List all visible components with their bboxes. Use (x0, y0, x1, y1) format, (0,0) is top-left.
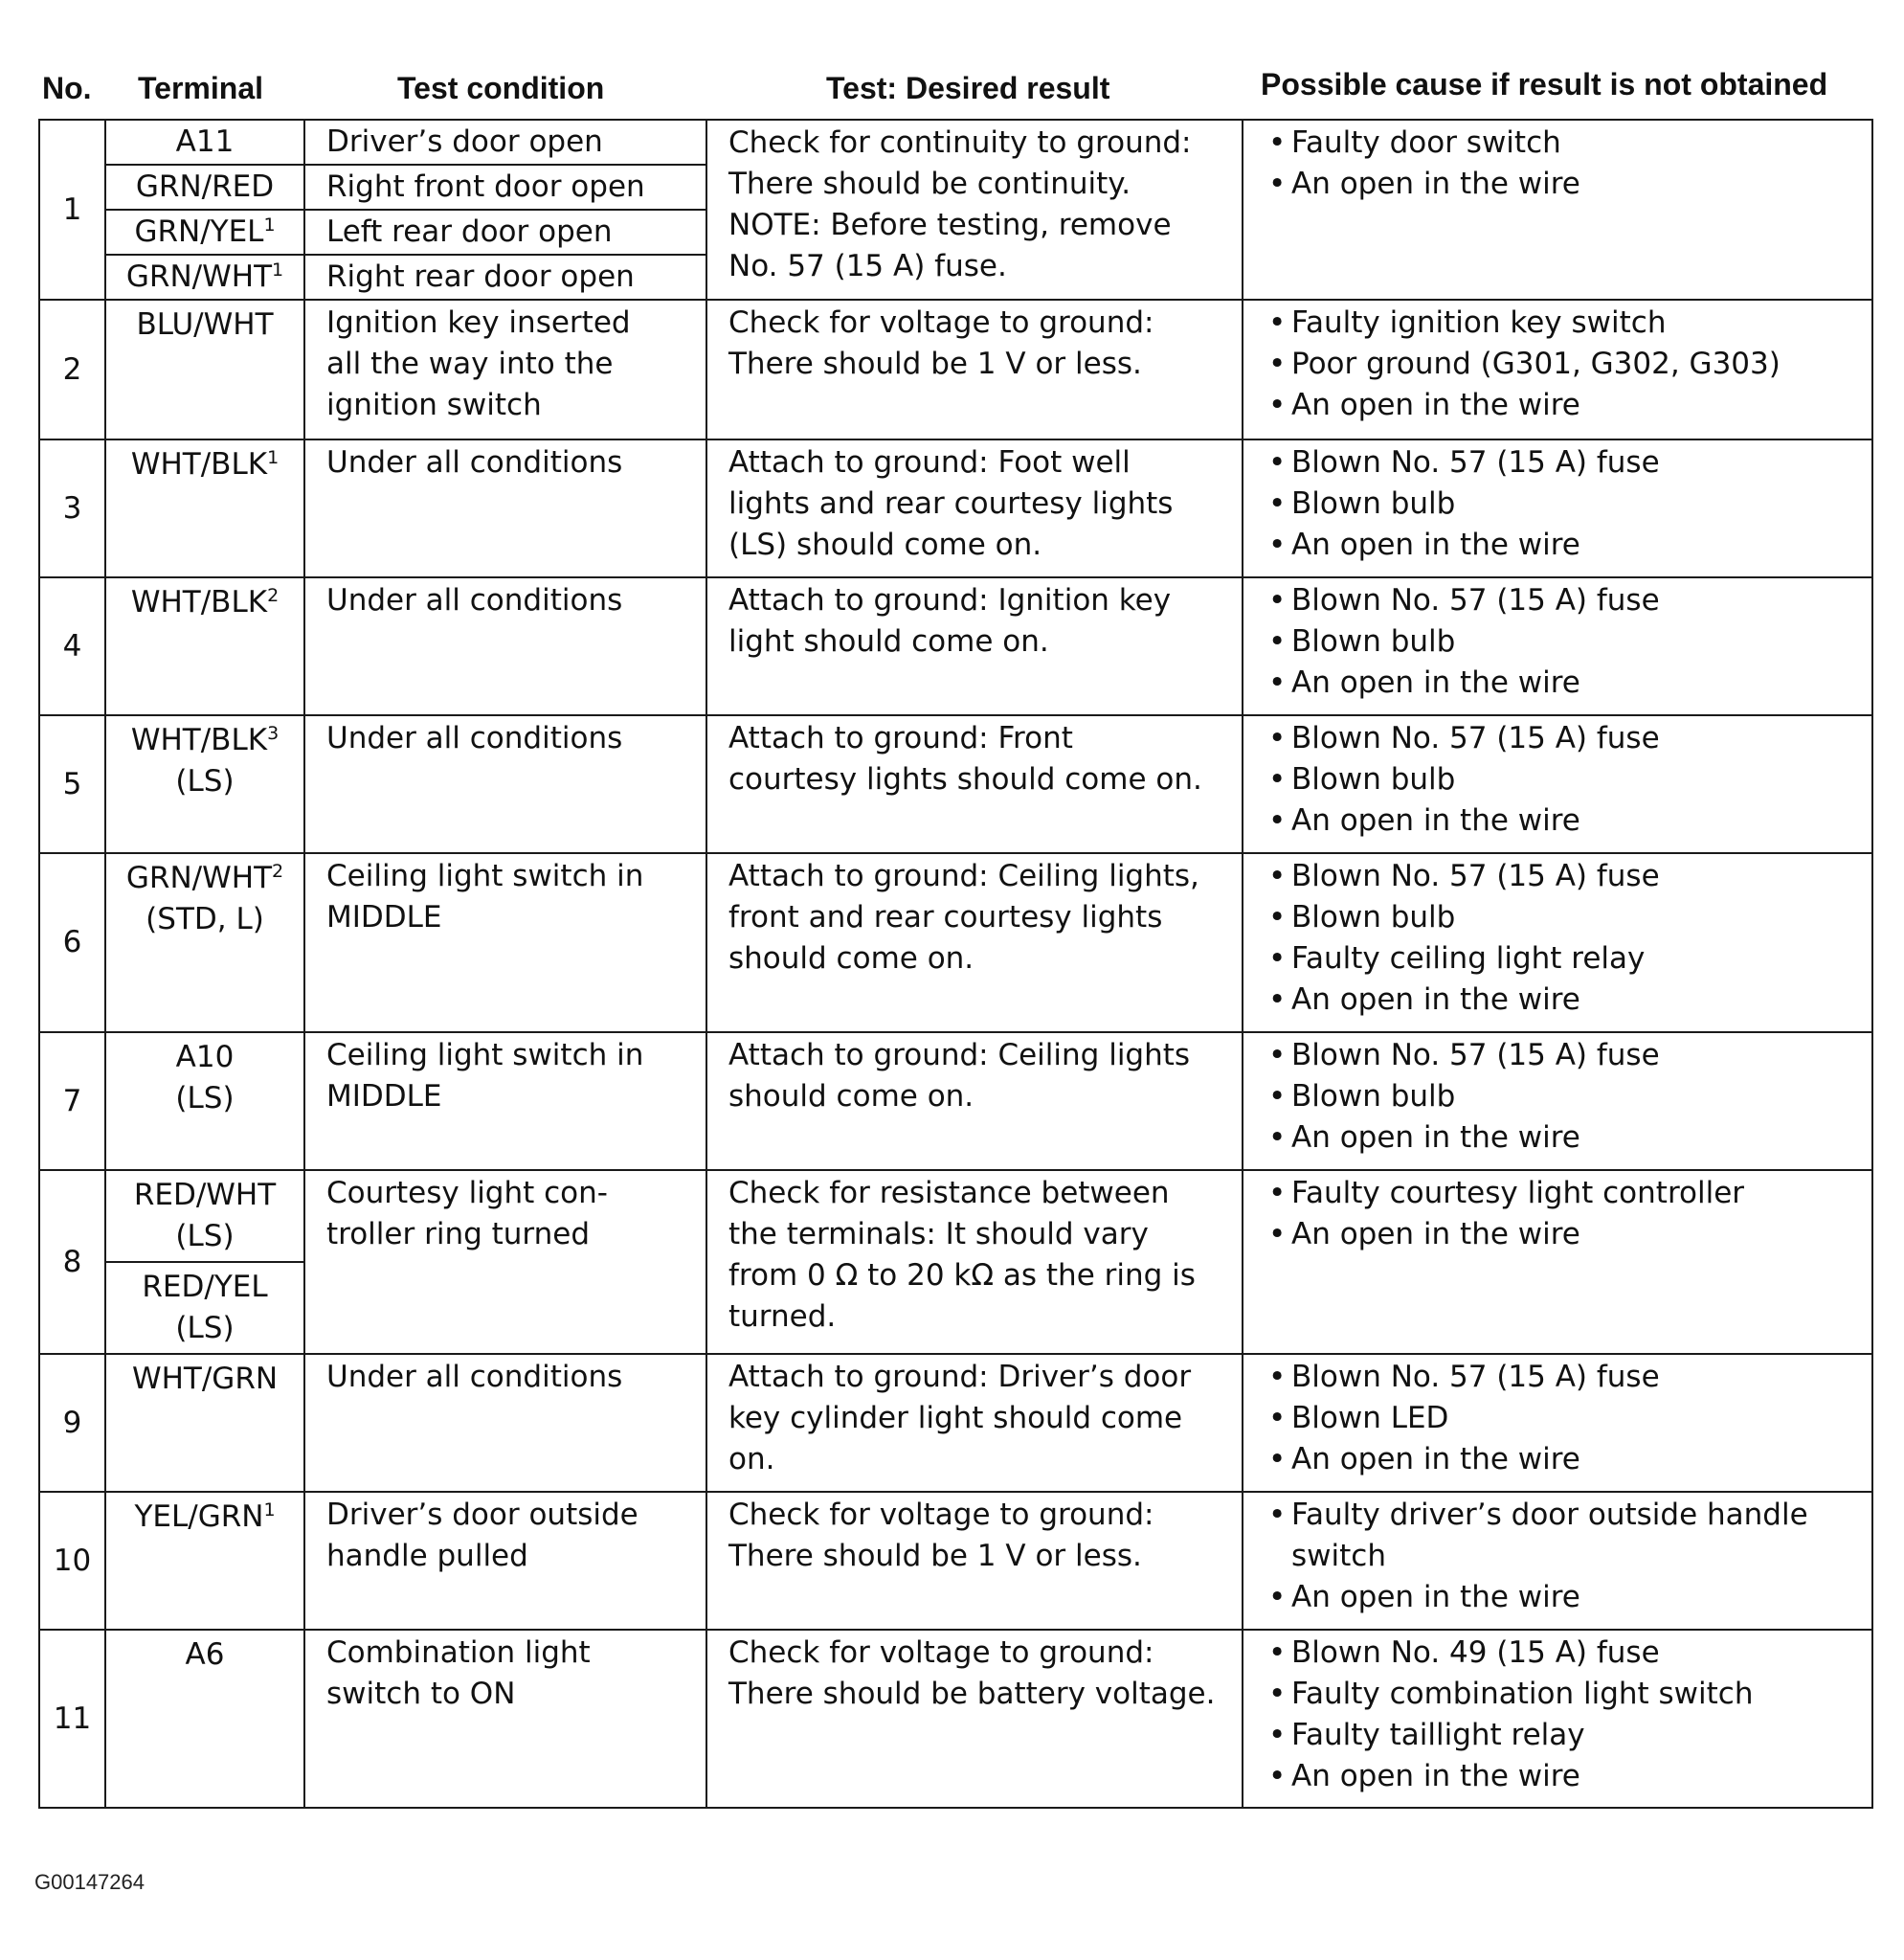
cause-item: • An open in the wire (1265, 663, 1854, 704)
condition-cell: Ceiling light switch in MIDDLE (304, 853, 706, 1032)
cause-item: • Faulty ceiling light relay (1265, 938, 1854, 980)
result-cell: Check for continuity to ground: There should be continuity. NOTE: Before testing, remove No. 57 (15 A) fuse. (706, 120, 1243, 300)
table-row (39, 1354, 1872, 1492)
table-row (39, 853, 1872, 1032)
table-row (39, 1630, 1872, 1808)
result-cell: Attach to ground: Front courtesy lights should come on. (706, 715, 1243, 853)
cause-item: • An open in the wire (1265, 164, 1854, 205)
condition-cell: Right rear door open (304, 255, 706, 300)
header-terminal: Terminal (138, 71, 263, 105)
cause-cell (1243, 439, 1872, 577)
table-row (39, 577, 1872, 715)
table-row (39, 439, 1872, 577)
terminal-cell: BLU/WHT (105, 300, 304, 439)
row-number: 8 (39, 1170, 105, 1354)
table-row (39, 120, 1872, 165)
row-number: 2 (39, 300, 105, 439)
cause-cell (1243, 577, 1872, 715)
row-number: 7 (39, 1032, 105, 1170)
cause-item: • Faulty courtesy light controller (1265, 1173, 1854, 1214)
cause-item: • Faulty combination light switch (1265, 1674, 1854, 1715)
condition-cell: Ceiling light switch in MIDDLE (304, 1032, 706, 1170)
table-row (39, 1170, 1872, 1262)
result-cell: Attach to ground: Ceiling lights, front and rear courtesy lights should come on. (706, 853, 1243, 1032)
table-row (39, 1492, 1872, 1630)
cause-cell (1243, 1032, 1872, 1170)
terminal-cell: YEL/GRN$^1$ (105, 1492, 304, 1630)
terminal-cell: GRN/YEL$^1$ (105, 210, 304, 255)
result-cell: Check for voltage to ground: There should be 1 V or less. (706, 1492, 1243, 1630)
condition-cell: Left rear door open (304, 210, 706, 255)
row-number: 1 (39, 120, 105, 300)
cause-item: • Blown No. 57 (15 A) fuse (1265, 718, 1854, 759)
cause-item: • Faulty driver’s door outside handle switch (1265, 1495, 1854, 1577)
header-test-condition: Test condition (397, 71, 605, 105)
cause-item: • An open in the wire (1265, 980, 1854, 1021)
cause-item: • Blown bulb (1265, 759, 1854, 800)
cause-item: • Faulty taillight relay (1265, 1715, 1854, 1756)
result-cell: Check for voltage to ground: There should be 1 V or less. (706, 300, 1243, 439)
cause-item: • Poor ground (G301, G302, G303) (1265, 344, 1854, 385)
cause-item: • Blown bulb (1265, 484, 1854, 525)
terminal-cell: GRN/WHT$^1$ (105, 255, 304, 300)
terminal-cell: WHT/BLK$^2$ (105, 577, 304, 715)
cause-item: • Blown bulb (1265, 1076, 1854, 1117)
row-number: 6 (39, 853, 105, 1032)
row-number: 3 (39, 439, 105, 577)
terminal-cell: GRN/RED (105, 165, 304, 210)
condition-cell: Under all conditions (304, 577, 706, 715)
terminal-cell: A11 (105, 120, 304, 165)
cause-item: • Blown LED (1265, 1398, 1854, 1439)
cause-item: • An open in the wire (1265, 1439, 1854, 1480)
header-possible-cause: Possible cause if result is not obtained (1261, 67, 1828, 101)
row-number: 4 (39, 577, 105, 715)
cause-item: • An open in the wire (1265, 800, 1854, 842)
terminal-cell: A10 (LS) (105, 1032, 304, 1170)
condition-cell: Under all conditions (304, 1354, 706, 1492)
cause-item: • Blown No. 57 (15 A) fuse (1265, 442, 1854, 484)
cause-item: • An open in the wire (1265, 525, 1854, 566)
cause-item: • Faulty door switch (1265, 123, 1854, 164)
row-number: 10 (39, 1492, 105, 1630)
condition-cell: Right front door open (304, 165, 706, 210)
cause-cell (1243, 853, 1872, 1032)
header-no: No. (42, 71, 92, 105)
cause-cell (1243, 300, 1872, 439)
header-desired-result: Test: Desired result (826, 71, 1110, 105)
figure-code: G00147264 (34, 1870, 145, 1894)
terminal-cell: WHT/BLK$^3$ (LS) (105, 715, 304, 853)
cause-item: • Blown No. 57 (15 A) fuse (1265, 856, 1854, 897)
cause-item: • An open in the wire (1265, 1117, 1854, 1159)
condition-cell: Combination light switch to ON (304, 1630, 706, 1808)
cause-item: • Blown bulb (1265, 621, 1854, 663)
table-header (38, 67, 1871, 117)
cause-item: • Blown bulb (1265, 897, 1854, 938)
cause-cell (1243, 1630, 1872, 1808)
condition-cell: Under all conditions (304, 715, 706, 853)
cause-item: • An open in the wire (1265, 1756, 1854, 1797)
result-cell: Attach to ground: Driver’s door key cylinder light should come on. (706, 1354, 1243, 1492)
cause-item: • Blown No. 49 (15 A) fuse (1265, 1633, 1854, 1674)
cause-cell (1243, 1354, 1872, 1492)
cause-item: • Blown No. 57 (15 A) fuse (1265, 1357, 1854, 1398)
result-cell: Check for voltage to ground: There should be battery voltage. (706, 1630, 1243, 1808)
cause-cell (1243, 715, 1872, 853)
condition-cell: Ignition key inserted all the way into the ignition switch (304, 300, 706, 439)
result-cell: Attach to ground: Ceiling lights should come on. (706, 1032, 1243, 1170)
terminal-cell: A6 (105, 1630, 304, 1808)
troubleshooting-table (38, 119, 1873, 1809)
condition-cell: Under all conditions (304, 439, 706, 577)
cause-cell (1243, 1170, 1872, 1354)
terminal-cell: WHT/GRN (105, 1354, 304, 1492)
cause-item: • Blown No. 57 (15 A) fuse (1265, 1035, 1854, 1076)
cause-cell (1243, 120, 1872, 300)
cause-item: • An open in the wire (1265, 385, 1854, 426)
terminal-cell: RED/WHT (LS) (105, 1170, 304, 1262)
cause-item: • Blown No. 57 (15 A) fuse (1265, 580, 1854, 621)
table-row (39, 300, 1872, 439)
condition-cell: Driver’s door open (304, 120, 706, 165)
condition-cell: Driver’s door outside handle pulled (304, 1492, 706, 1630)
condition-cell: Courtesy light con- troller ring turned (304, 1170, 706, 1354)
result-cell: Attach to ground: Ignition key light should come on. (706, 577, 1243, 715)
table-row (39, 1032, 1872, 1170)
terminal-cell: RED/YEL (LS) (105, 1262, 304, 1354)
result-cell: Attach to ground: Foot well lights and rear courtesy lights (LS) should come on. (706, 439, 1243, 577)
row-number: 5 (39, 715, 105, 853)
cause-item: • An open in the wire (1265, 1577, 1854, 1618)
cause-cell (1243, 1492, 1872, 1630)
result-cell: Check for resistance between the terminals: It should vary from 0 Ω to 20 kΩ as the ring is turned. (706, 1170, 1243, 1354)
terminal-cell: WHT/BLK$^1$ (105, 439, 304, 577)
table-row (39, 715, 1872, 853)
row-number: 11 (39, 1630, 105, 1808)
cause-item: • Faulty ignition key switch (1265, 303, 1854, 344)
terminal-cell: GRN/WHT$^2$ (STD, L) (105, 853, 304, 1032)
row-number: 9 (39, 1354, 105, 1492)
cause-item: • An open in the wire (1265, 1214, 1854, 1255)
